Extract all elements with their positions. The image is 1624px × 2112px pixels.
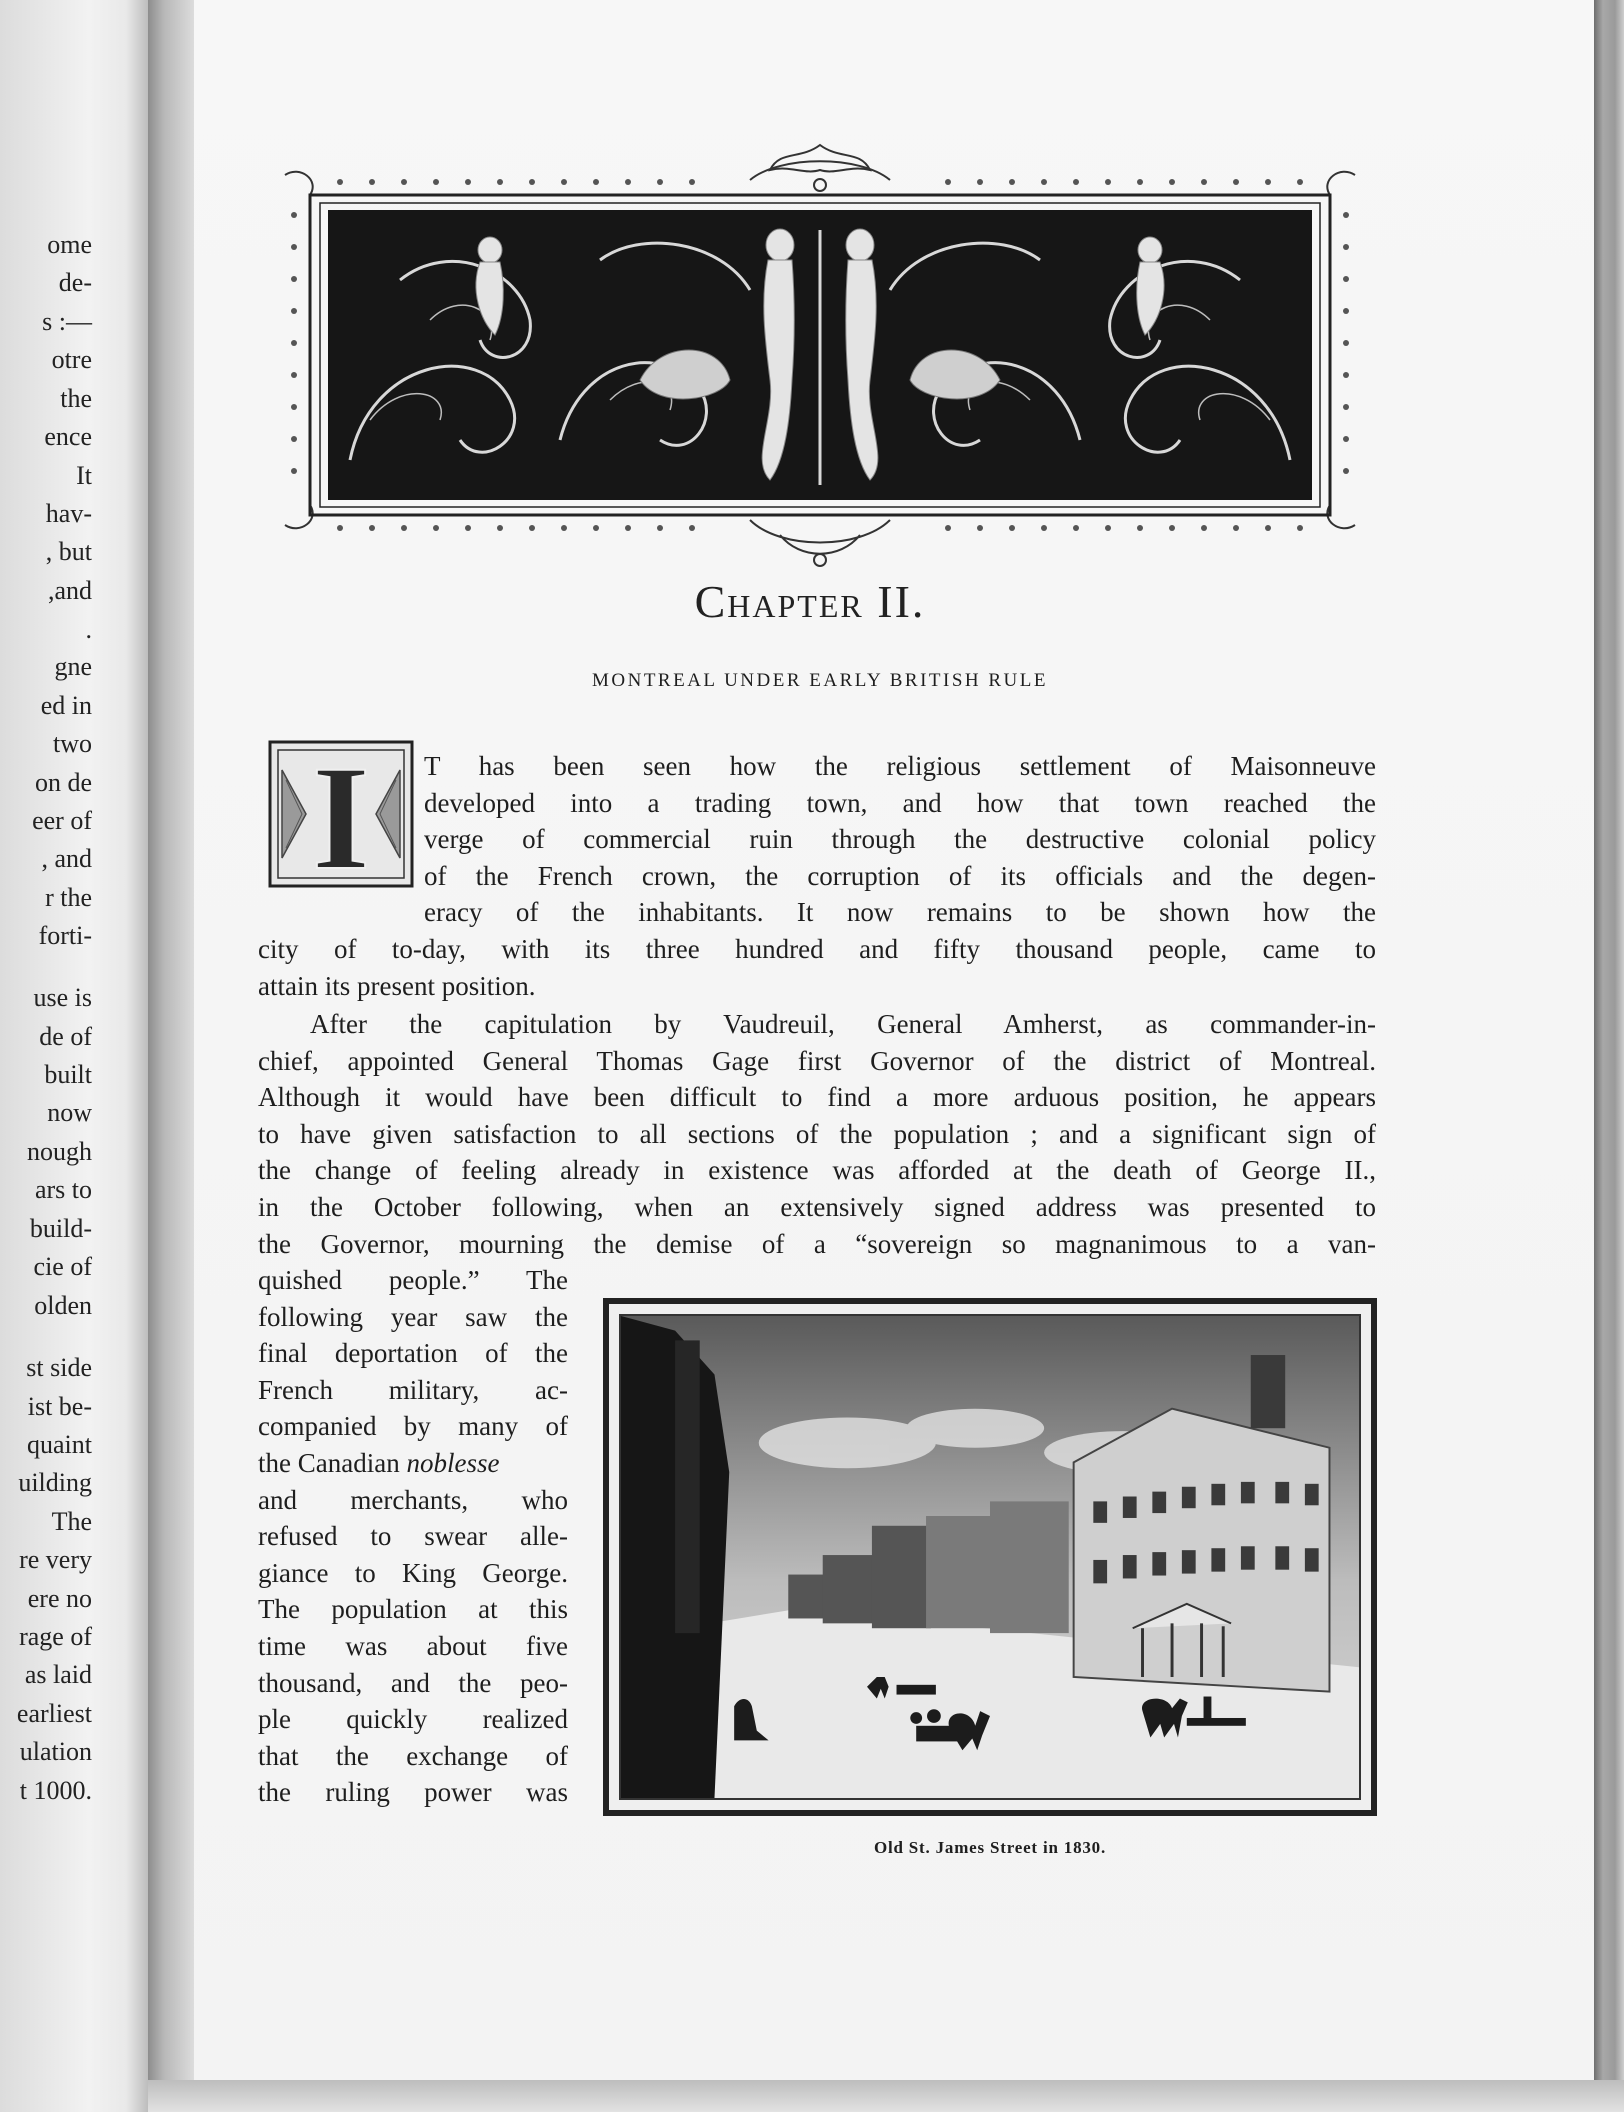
previous-page-text-fragment: eer of	[32, 806, 92, 835]
text-line: verge of commercial ruin through the destructive colonial policy	[424, 824, 1376, 855]
book-gutter	[148, 0, 194, 2112]
previous-page-text-fragment: ars to	[34, 1175, 92, 1204]
previous-page-text-fragment: gne	[54, 652, 92, 681]
chapter-subtitle: MONTREAL UNDER EARLY BRITISH RULE	[591, 670, 1048, 691]
previous-page-text-fragment: , but	[45, 537, 92, 566]
previous-page-text-fragment: ed in	[40, 691, 92, 720]
drop-cap-initial	[268, 740, 414, 888]
previous-page-text-fragment: quaint	[27, 1430, 92, 1459]
text-line: ple quickly realized	[258, 1704, 568, 1735]
text-line: eracy of the inhabitants. It now remains to be shown how the	[424, 897, 1376, 928]
previous-page-text-fragment: t 1000.	[19, 1776, 92, 1805]
text-line: city of to-day, with its three hundred and fifty thousand people, came to	[258, 934, 1376, 964]
text-line: in the October following, when an extensively signed address was presented to	[258, 1192, 1376, 1222]
text-line: thousand, and the peo-	[258, 1667, 568, 1698]
page-edge-right	[1594, 0, 1624, 2112]
previous-page-text-fragment: use is	[33, 983, 92, 1012]
drop-cap-letter: I	[311, 740, 371, 888]
text-line: attain its present position.	[258, 970, 536, 1001]
previous-page-text-fragment: forti-	[38, 921, 92, 950]
previous-page-text-fragment: now	[47, 1098, 92, 1127]
text-line: time was about five	[258, 1631, 568, 1661]
text-line: refused to swear alle-	[258, 1521, 568, 1552]
previous-page-text-fragment: , and	[41, 844, 92, 873]
illustration-old-st-james-street	[603, 1298, 1377, 1816]
previous-page-text-fragment: s :—	[42, 307, 92, 336]
previous-page-text-fragment: hav-	[45, 499, 92, 528]
page-edge-bottom	[148, 2080, 1624, 2112]
text-line: to have given satisfaction to all sections of the population ; and a significant sign of	[258, 1118, 1376, 1149]
previous-page-text-fragment: ,and	[47, 576, 92, 605]
text-line: final deportation of the	[258, 1338, 568, 1369]
ornamental-header-band	[280, 140, 1360, 570]
previous-page-text-fragment: re very	[19, 1545, 92, 1574]
chapter-title: Chapter II.	[694, 576, 926, 627]
previous-page-text-fragment: ence	[44, 422, 92, 451]
italic-word-noblesse: noblesse	[406, 1448, 500, 1478]
text-line: companied by many of	[258, 1411, 568, 1442]
text-line: T has been seen how the religious settlement of Maisonneuve	[424, 751, 1376, 781]
previous-page-text-fragment: de of	[39, 1022, 92, 1051]
previous-page-text-fragment: ome	[47, 230, 92, 259]
text-line: the ruling power was	[258, 1777, 568, 1808]
text-line-part: the Canadian	[258, 1448, 407, 1478]
previous-page-text-fragment: built	[44, 1060, 92, 1089]
previous-page-text-fragment: rage of	[19, 1622, 92, 1651]
text-line: The population at this	[258, 1594, 568, 1625]
text-line: following year saw the	[258, 1301, 568, 1332]
previous-page-text-fragment: as laid	[24, 1660, 92, 1689]
previous-page-text-fragment: r the	[45, 883, 92, 912]
previous-page-text-fragment: the	[60, 384, 92, 413]
text-line: the Governor, mourning the demise of a “sovereign so magnanimous to a van-	[258, 1228, 1376, 1259]
text-line: and merchants, who	[258, 1484, 568, 1515]
text-line: giance to King George.	[258, 1557, 568, 1588]
previous-page-edge	[0, 0, 148, 2112]
previous-page-text-fragment: ist be-	[27, 1392, 92, 1421]
text-line: chief, appointed General Thomas Gage first Governor of the district of Montreal.	[258, 1045, 1376, 1076]
previous-page-text-fragment: build-	[29, 1214, 92, 1243]
previous-page-text-fragment: otre	[51, 345, 92, 374]
text-line: quished people.” The	[258, 1265, 568, 1295]
previous-page-text-fragment: olden	[34, 1291, 92, 1320]
text-line: that the exchange of	[258, 1740, 568, 1771]
text-line: Although it would have been difficult to find a more arduous position, he appears	[258, 1082, 1376, 1113]
street-scene-image	[621, 1316, 1359, 1798]
text-line: the change of feeling already in existence was afforded at the death of George II.,	[258, 1155, 1376, 1186]
previous-page-text-fragment: .	[85, 615, 92, 644]
previous-page-text-fragment: It	[76, 461, 92, 490]
previous-page-text-fragment: de-	[58, 268, 92, 297]
text-line: developed into a trading town, and how that town reached the	[424, 787, 1376, 818]
previous-page-text-fragment: nough	[27, 1137, 92, 1166]
previous-page-text-fragment: earliest	[16, 1699, 92, 1728]
figure-caption: Old St. James Street in 1830.	[873, 1838, 1107, 1857]
previous-page-text-fragment: uilding	[18, 1468, 92, 1497]
previous-page-text-fragment: The	[51, 1507, 92, 1536]
previous-page-text-fragment: on de	[34, 768, 92, 797]
previous-page-text-fragment: two	[53, 729, 92, 758]
text-line	[258, 1445, 568, 1481]
previous-page-text-fragment: st side	[26, 1353, 92, 1382]
previous-page-text-fragment: ere no	[27, 1584, 92, 1613]
text-line: of the French crown, the corruption of its officials and the degen-	[424, 860, 1376, 891]
previous-page-text-fragment: cie of	[33, 1252, 92, 1281]
text-line: French military, ac-	[258, 1374, 568, 1405]
previous-page-text-fragment: ulation	[19, 1737, 92, 1766]
text-line: After the capitulation by Vaudreuil, General Amherst, as commander-in-	[310, 1009, 1376, 1039]
